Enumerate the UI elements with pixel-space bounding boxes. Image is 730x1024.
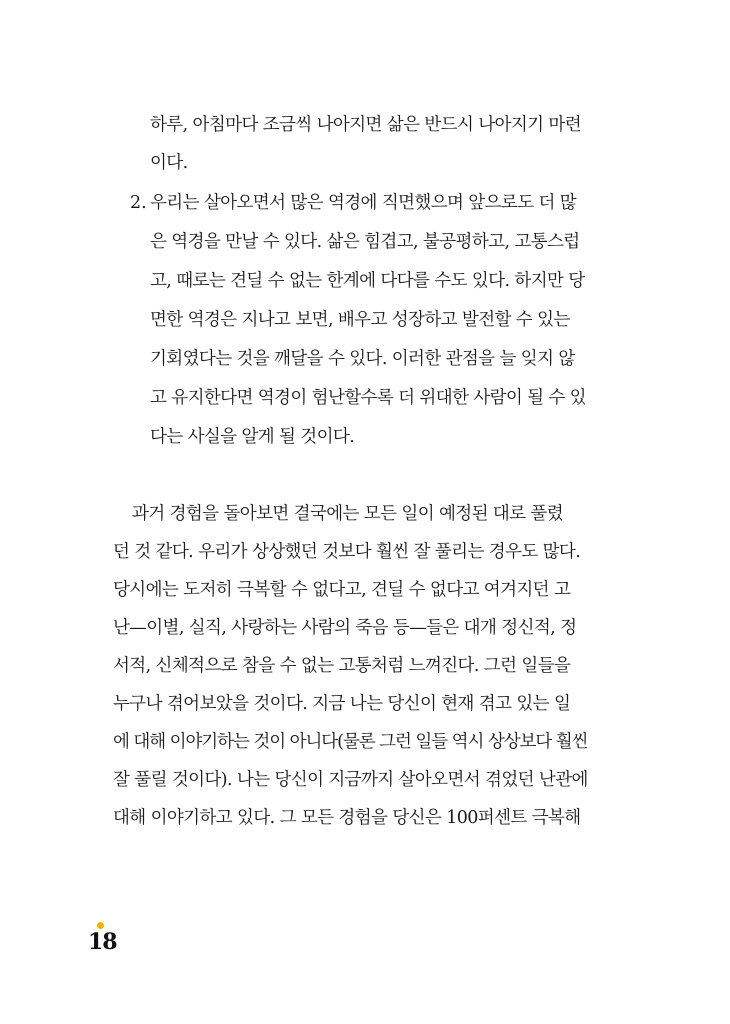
- paragraph-line: 서적, 신체적으로 참을 수 없는 고통처럼 느껴진다. 그런 일들을: [113, 656, 571, 676]
- list-item-1-line: 하루, 아침마다 조금씩 나아지면 삶은 반드시 나아지기 마련: [150, 115, 582, 135]
- paragraph-line: 에 대해 이야기하는 것이 아니다(물론 그런 일들 역시 상상보다 훨씬: [113, 732, 588, 752]
- paragraph-line: 잘 풀릴 것이다). 나는 당신이 지금까지 살아오면서 겪었던 난관에: [113, 770, 588, 790]
- list-item-2-line: 은 역경을 만날 수 있다. 삶은 힘겹고, 불공평하고, 고통스럽: [150, 232, 580, 252]
- list-item-2-line: 고 유지한다면 역경이 험난할수록 더 위대한 사람이 될 수 있: [150, 388, 586, 408]
- paragraph-line: 누구나 겪어보았을 것이다. 지금 나는 당신이 현재 겪고 있는 일: [113, 694, 571, 714]
- paragraph-line: 던 것 같다. 우리가 상상했던 것보다 훨씬 잘 풀리는 경우도 많다.: [113, 542, 581, 562]
- page-number-block: [88, 922, 128, 958]
- paragraph-line: 당시에는 도저히 극복할 수 없다고, 견딜 수 없다고 여겨지던 고: [113, 580, 571, 600]
- paragraph-line: 대해 이야기하고 있다. 그 모든 경험을 당신은 100퍼센트 극복해: [113, 808, 581, 828]
- list-item-2-line: 기회였다는 것을 깨달을 수 있다. 이러한 관점을 늘 잊지 않: [150, 349, 575, 369]
- list-item-2-number: 2.: [130, 193, 147, 213]
- paragraph-line: 난—이별, 실직, 사랑하는 사람의 죽음 등—들은 대개 정신적, 정: [113, 618, 577, 638]
- page-number: 18: [88, 929, 117, 955]
- list-item-2-line: 다는 사실을 알게 될 것이다.: [150, 427, 355, 447]
- page-number-dot-icon: [97, 922, 104, 929]
- list-item-2-line: 우리는 살아오면서 많은 역경에 직면했으며 앞으로도 더 많: [150, 193, 577, 213]
- list-item-1-line: 이다.: [150, 153, 188, 173]
- paragraph-line: 과거 경험을 돌아보면 결국에는 모든 일이 예정된 대로 풀렸: [132, 504, 564, 524]
- list-item-2-line: 고, 때로는 견딜 수 없는 한계에 다다를 수도 있다. 하지만 당: [150, 271, 585, 291]
- list-item-2-line: 면한 역경은 지나고 보면, 배우고 성장하고 발전할 수 있는: [150, 310, 570, 330]
